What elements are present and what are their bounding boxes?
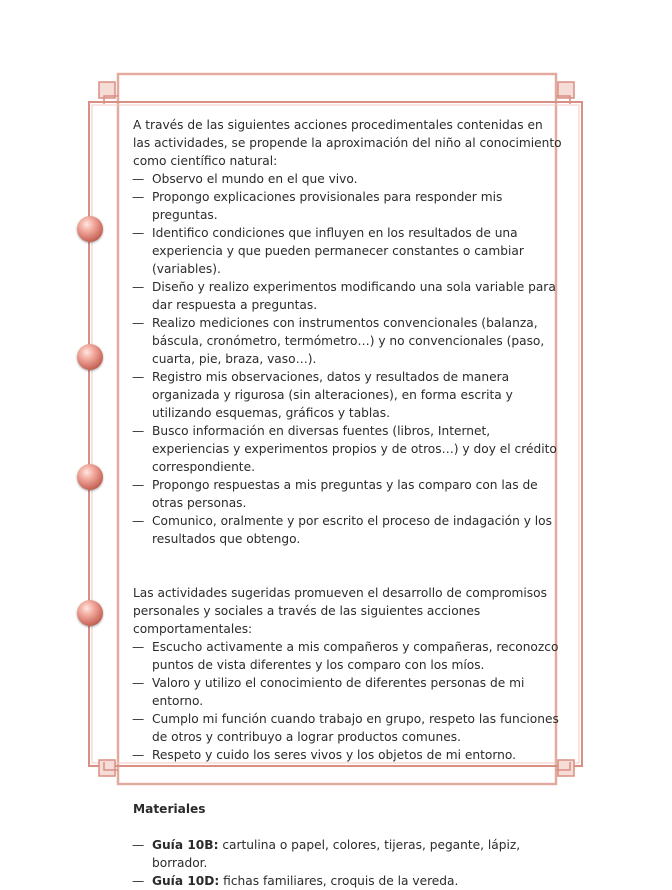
- guide-text: fichas familiares, croquis de la vereda.: [219, 874, 459, 888]
- behavioral-actions-list: [133, 638, 563, 764]
- binder-ring-3: [77, 464, 103, 490]
- dash-bullet: —: [132, 712, 145, 726]
- page-content: [133, 116, 563, 890]
- list-item: — Respeto y cuido los seres vivos y los objetos de mi entorno.: [132, 748, 516, 762]
- section2-intro: Las actividades sugeridas promueven el desarrollo de compromisos personales y sociales a través de las siguientes acciones comportamentales:: [133, 586, 547, 636]
- binder-ring-1: [77, 216, 103, 242]
- dash-bullet: —: [132, 316, 145, 330]
- dash-bullet: —: [132, 280, 145, 294]
- dash-bullet: —: [132, 676, 145, 690]
- list-item: — Propongo explicaciones provisionales para responder mis preguntas.: [132, 190, 503, 222]
- binder-ring-4: [77, 600, 103, 626]
- list-item: — Valoro y utilizo el conocimiento de diferentes personas de mi entorno.: [132, 676, 525, 708]
- procedural-actions-list: [133, 170, 563, 548]
- binder-ring-2: [77, 344, 103, 370]
- dash-bullet: —: [132, 838, 145, 852]
- list-item: — Realizo mediciones con instrumentos convencionales (balanza, báscula, cronómetro, termómetro…) y no convencionales (paso, cuarta, pie, braza, vaso…).: [132, 316, 545, 366]
- guide-text: cartulina o papel, colores, tijeras, pegante, lápiz, borrador.: [152, 838, 521, 870]
- list-item: [133, 836, 563, 872]
- dash-bullet: —: [132, 748, 145, 762]
- dash-bullet: —: [132, 190, 145, 204]
- dash-bullet: —: [132, 226, 145, 240]
- list-item: — Comunico, oralmente y por escrito el proceso de indagación y los resultados que obtengo.: [132, 514, 552, 546]
- list-item: — Observo el mundo en el que vivo.: [132, 172, 358, 186]
- dash-bullet: —: [132, 640, 145, 654]
- list-item: — Diseño y realizo experimentos modificando una sola variable para dar respuesta a preguntas.: [132, 280, 556, 312]
- list-item: [133, 872, 563, 890]
- section1-intro: A través de las siguientes acciones procedimentales contenidas en las actividades, se propende la aproximación del niño al conocimiento como científico natural:: [133, 118, 562, 168]
- guide-label: Guía 10B:: [152, 838, 219, 852]
- guide-label: Guía 10D:: [152, 874, 220, 888]
- materials-heading: Materiales: [133, 802, 206, 816]
- dash-bullet: —: [132, 514, 145, 528]
- materials-list: [133, 836, 563, 890]
- dash-bullet: —: [132, 370, 145, 384]
- list-item: — Registro mis observaciones, datos y resultados de manera organizada y rigurosa (sin alteraciones), en forma escrita y utilizando esquemas, gráficos y tablas.: [132, 370, 513, 420]
- list-item: — Busco información en diversas fuentes (libros, Internet, experiencias y experimentos propios y de otros…) y doy el crédito correspondiente.: [132, 424, 557, 474]
- list-item: — Identifico condiciones que influyen en los resultados de una experiencia y que pueden permanecer constantes o cambiar (variables).: [132, 226, 524, 276]
- dash-bullet: —: [132, 172, 145, 186]
- dash-bullet: —: [132, 874, 145, 888]
- list-item: — Escucho activamente a mis compañeros y compañeras, reconozco puntos de vista diferentes y los comparo con los míos.: [132, 640, 559, 672]
- dash-bullet: —: [132, 424, 145, 438]
- dash-bullet: —: [132, 478, 145, 492]
- list-item: — Propongo respuestas a mis preguntas y las comparo con las de otras personas.: [132, 478, 538, 510]
- list-item: — Cumplo mi función cuando trabajo en grupo, respeto las funciones de otros y contribuyo a lograr productos comunes.: [132, 712, 559, 744]
